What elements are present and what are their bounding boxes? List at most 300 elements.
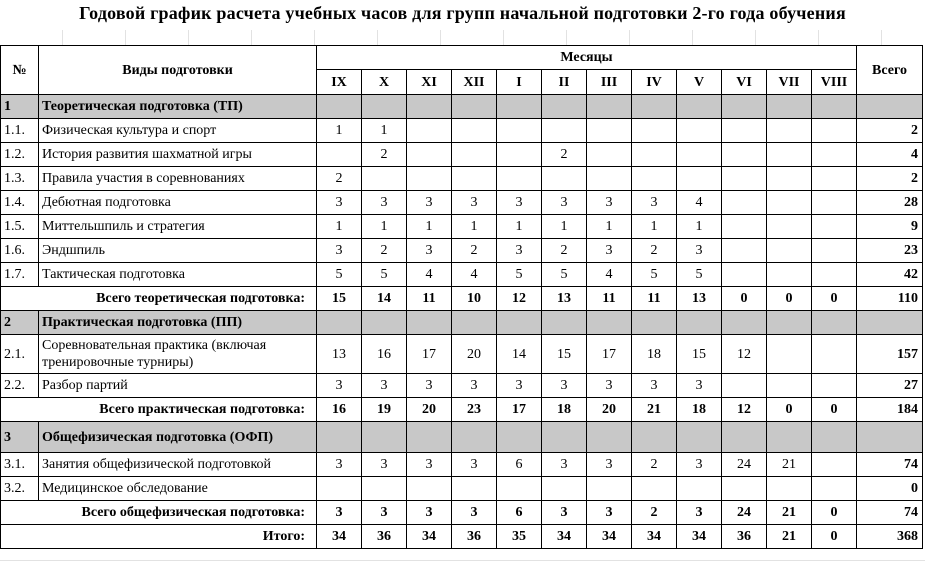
month-cell [362,477,407,501]
month-cell [767,95,812,119]
month-cell [812,263,857,287]
month-cell [362,422,407,453]
month-cell: 13 [317,335,362,374]
month-cell: 0 [767,398,812,422]
month-cell: 11 [632,287,677,311]
month-cell: 4 [407,263,452,287]
month-cell [677,167,722,191]
month-cell: 1 [452,215,497,239]
month-cell: 2 [632,239,677,263]
month-cell [722,119,767,143]
row-name: Практическая подготовка (ПП) [39,311,317,335]
row-name: История развития шахматной игры [39,143,317,167]
month-cell [767,191,812,215]
month-cell: 4 [587,263,632,287]
month-cell [452,119,497,143]
month-cell [812,335,857,374]
month-cell [632,311,677,335]
month-cell: 3 [632,374,677,398]
month-cell: 20 [587,398,632,422]
month-cell: 18 [677,398,722,422]
month-cell: 3 [587,191,632,215]
month-cell: 21 [632,398,677,422]
row-number: 1.1. [1,119,39,143]
month-cell [452,95,497,119]
month-cell: 2 [362,143,407,167]
month-cell: 3 [362,191,407,215]
month-cell [812,374,857,398]
header-row-1 [1,46,923,70]
month-cell [767,239,812,263]
month-cell: 3 [407,501,452,525]
month-header: XII [452,70,497,95]
month-cell [677,422,722,453]
month-cell [812,215,857,239]
row-name: Теоретическая подготовка (ТП) [39,95,317,119]
row-number: 1 [1,95,39,119]
month-cell [767,167,812,191]
month-cell: 3 [497,191,542,215]
table-row [1,191,923,215]
row-number: 2.1. [1,335,39,374]
sheet-gridlines [0,30,925,45]
month-cell: 3 [317,501,362,525]
row-name: Общефизическая подготовка (ОФП) [39,422,317,453]
table-row [1,215,923,239]
month-cell: 3 [587,374,632,398]
month-cell [812,119,857,143]
month-cell: 34 [542,525,587,549]
month-cell: 15 [542,335,587,374]
month-cell: 1 [362,119,407,143]
month-cell: 24 [722,453,767,477]
month-cell: 3 [317,239,362,263]
month-cell: 1 [587,215,632,239]
month-cell [722,215,767,239]
table-row [1,525,923,549]
month-cell [587,119,632,143]
month-cell: 34 [632,525,677,549]
month-cell [452,167,497,191]
month-cell [632,119,677,143]
row-total: 9 [857,215,923,239]
month-header: II [542,70,587,95]
month-cell: 21 [767,501,812,525]
month-cell [407,311,452,335]
month-cell: 5 [497,263,542,287]
month-cell: 6 [497,453,542,477]
month-cell: 3 [452,374,497,398]
row-total: 157 [857,335,923,374]
month-cell: 34 [407,525,452,549]
month-cell: 15 [317,287,362,311]
month-cell: 21 [767,525,812,549]
month-cell: 0 [767,287,812,311]
month-cell: 3 [362,501,407,525]
sheet-gridlines-bottom [0,560,925,583]
month-cell [407,95,452,119]
month-cell [632,477,677,501]
month-cell [722,167,767,191]
month-cell: 11 [407,287,452,311]
month-cell [542,95,587,119]
month-cell [362,311,407,335]
month-cell: 13 [542,287,587,311]
month-cell [632,95,677,119]
month-cell [812,311,857,335]
month-cell: 3 [317,374,362,398]
month-cell [812,477,857,501]
row-name: Дебютная подготовка [39,191,317,215]
month-cell: 0 [812,398,857,422]
month-cell: 16 [317,398,362,422]
month-cell [497,422,542,453]
month-cell [542,311,587,335]
month-cell: 5 [542,263,587,287]
month-cell [317,422,362,453]
month-cell: 3 [587,453,632,477]
month-cell [587,167,632,191]
month-cell [767,215,812,239]
month-cell: 3 [317,453,362,477]
subtotal-label: Всего общефизическая подготовка: [1,501,317,525]
row-number: 3.2. [1,477,39,501]
month-cell [317,95,362,119]
month-cell [587,311,632,335]
month-cell: 16 [362,335,407,374]
row-total: 23 [857,239,923,263]
table-row [1,374,923,398]
month-cell: 3 [542,191,587,215]
table-row [1,311,923,335]
table-row [1,501,923,525]
month-cell [812,167,857,191]
month-cell [632,143,677,167]
month-cell: 2 [317,167,362,191]
month-header: VI [722,70,767,95]
row-name: Тактическая подготовка [39,263,317,287]
month-cell [497,143,542,167]
month-cell: 1 [317,119,362,143]
header-months: Месяцы [317,46,857,70]
month-cell [452,477,497,501]
month-cell: 3 [497,239,542,263]
month-cell: 0 [812,501,857,525]
month-cell: 5 [317,263,362,287]
month-cell: 2 [542,239,587,263]
month-cell: 17 [497,398,542,422]
month-cell: 3 [452,191,497,215]
month-cell [407,143,452,167]
month-cell: 3 [677,374,722,398]
month-cell [452,422,497,453]
month-cell [542,167,587,191]
month-cell: 3 [452,501,497,525]
table-row [1,239,923,263]
month-cell [542,119,587,143]
month-cell [767,143,812,167]
month-cell: 18 [542,398,587,422]
subtotal-label: Всего практическая подготовка: [1,398,317,422]
row-number: 1.7. [1,263,39,287]
table-row [1,263,923,287]
row-total [857,422,923,453]
month-cell: 34 [317,525,362,549]
month-cell [812,143,857,167]
table-row [1,119,923,143]
month-cell [407,422,452,453]
row-name: Соревновательная практика (включая тренировочные турниры) [39,335,317,374]
row-total: 110 [857,287,923,311]
month-cell [767,311,812,335]
month-cell [677,95,722,119]
row-name: Физическая культура и спорт [39,119,317,143]
month-cell: 3 [362,374,407,398]
hours-table [0,45,923,549]
month-cell: 3 [407,453,452,477]
month-cell [677,119,722,143]
month-cell: 2 [632,501,677,525]
table-row [1,167,923,191]
subtotal-label: Всего теоретическая подготовка: [1,287,317,311]
month-cell: 3 [317,191,362,215]
row-total: 2 [857,119,923,143]
row-name: Занятия общефизической подготовкой [39,453,317,477]
month-cell: 1 [497,215,542,239]
subtotal-label: Итого: [1,525,317,549]
row-number: 1.5. [1,215,39,239]
month-cell: 3 [407,374,452,398]
month-cell [362,95,407,119]
row-name: Правила участия в соревнованиях [39,167,317,191]
month-cell: 4 [677,191,722,215]
month-cell [767,477,812,501]
month-cell: 3 [407,239,452,263]
month-cell [722,374,767,398]
row-name: Разбор партий [39,374,317,398]
month-header: I [497,70,542,95]
month-cell: 5 [362,263,407,287]
month-cell: 36 [722,525,767,549]
row-total: 74 [857,501,923,525]
month-cell [767,263,812,287]
month-cell: 1 [677,215,722,239]
month-cell [767,374,812,398]
month-cell: 1 [407,215,452,239]
month-header: VIII [812,70,857,95]
month-cell [317,143,362,167]
row-total: 368 [857,525,923,549]
header-total: Всего [857,46,923,95]
header-num: № [1,46,39,95]
month-cell: 3 [587,239,632,263]
month-cell [452,143,497,167]
month-cell [317,311,362,335]
month-cell: 19 [362,398,407,422]
month-cell: 18 [632,335,677,374]
month-cell: 36 [362,525,407,549]
month-cell [407,477,452,501]
month-cell: 3 [677,501,722,525]
month-cell [497,167,542,191]
month-cell [722,263,767,287]
month-cell: 0 [812,287,857,311]
month-cell [722,477,767,501]
month-cell: 3 [542,374,587,398]
month-cell: 3 [587,501,632,525]
row-total: 27 [857,374,923,398]
month-cell [452,311,497,335]
month-cell [722,191,767,215]
month-cell: 5 [632,263,677,287]
month-cell: 14 [362,287,407,311]
row-number: 1.3. [1,167,39,191]
month-cell [722,143,767,167]
month-cell: 3 [452,453,497,477]
month-cell: 24 [722,501,767,525]
month-cell: 13 [677,287,722,311]
month-cell: 3 [677,453,722,477]
month-cell: 11 [587,287,632,311]
row-total [857,311,923,335]
month-cell [317,477,362,501]
month-cell [497,477,542,501]
row-number: 2 [1,311,39,335]
month-cell [722,239,767,263]
month-header: IV [632,70,677,95]
month-cell [587,143,632,167]
row-name: Миттельшпиль и стратегия [39,215,317,239]
month-cell: 21 [767,453,812,477]
month-header: IX [317,70,362,95]
month-cell: 0 [812,525,857,549]
month-cell: 3 [497,374,542,398]
month-cell [812,453,857,477]
month-cell: 14 [497,335,542,374]
month-header: V [677,70,722,95]
month-cell [587,422,632,453]
month-cell: 4 [452,263,497,287]
month-cell: 12 [722,335,767,374]
table-row [1,335,923,374]
month-cell [812,422,857,453]
month-cell: 1 [362,215,407,239]
month-cell: 2 [452,239,497,263]
row-name: Медицинское обследование [39,477,317,501]
table-row [1,95,923,119]
month-cell: 3 [542,453,587,477]
month-cell [632,167,677,191]
month-cell: 34 [677,525,722,549]
row-total: 74 [857,453,923,477]
month-cell [587,477,632,501]
header-type: Виды подготовки [39,46,317,95]
month-cell: 34 [587,525,632,549]
month-cell [497,311,542,335]
month-cell: 3 [542,501,587,525]
month-cell [407,119,452,143]
month-cell: 15 [677,335,722,374]
month-header: III [587,70,632,95]
month-cell [362,167,407,191]
month-cell: 1 [632,215,677,239]
table-row [1,422,923,453]
month-cell: 2 [362,239,407,263]
month-header: X [362,70,407,95]
month-cell: 2 [542,143,587,167]
month-header: VII [767,70,812,95]
row-number: 1.4. [1,191,39,215]
table-row [1,287,923,311]
month-cell [542,422,587,453]
month-cell [677,311,722,335]
month-header: XI [407,70,452,95]
month-cell [587,95,632,119]
month-cell [767,119,812,143]
month-cell [677,143,722,167]
row-total: 4 [857,143,923,167]
month-cell [407,167,452,191]
month-cell: 0 [722,287,767,311]
month-cell [497,95,542,119]
row-number: 3.1. [1,453,39,477]
row-total: 28 [857,191,923,215]
table-row [1,398,923,422]
month-cell: 3 [362,453,407,477]
row-number: 1.6. [1,239,39,263]
month-cell: 3 [677,239,722,263]
month-cell [722,95,767,119]
month-cell: 23 [452,398,497,422]
month-cell: 17 [587,335,632,374]
row-number: 2.2. [1,374,39,398]
table-row [1,143,923,167]
row-number: 1.2. [1,143,39,167]
month-cell: 20 [452,335,497,374]
month-cell: 6 [497,501,542,525]
row-total: 42 [857,263,923,287]
month-cell: 1 [317,215,362,239]
month-cell: 2 [632,453,677,477]
month-cell [677,477,722,501]
row-total: 184 [857,398,923,422]
month-cell: 12 [497,287,542,311]
month-cell: 3 [632,191,677,215]
page-title: Годовой график расчета учебных часов для групп начальной подготовки 2-го года обучения [79,3,846,23]
month-cell: 12 [722,398,767,422]
month-cell: 10 [452,287,497,311]
row-name: Эндшпиль [39,239,317,263]
month-cell [812,239,857,263]
month-cell [722,422,767,453]
month-cell: 20 [407,398,452,422]
month-cell [767,335,812,374]
month-cell: 1 [542,215,587,239]
month-cell [767,422,812,453]
month-cell: 17 [407,335,452,374]
month-cell: 36 [452,525,497,549]
month-cell [812,95,857,119]
month-cell [542,477,587,501]
month-cell: 35 [497,525,542,549]
row-total [857,95,923,119]
row-total: 2 [857,167,923,191]
month-cell: 5 [677,263,722,287]
table-row [1,453,923,477]
month-cell [497,119,542,143]
month-cell [632,422,677,453]
table-row [1,477,923,501]
